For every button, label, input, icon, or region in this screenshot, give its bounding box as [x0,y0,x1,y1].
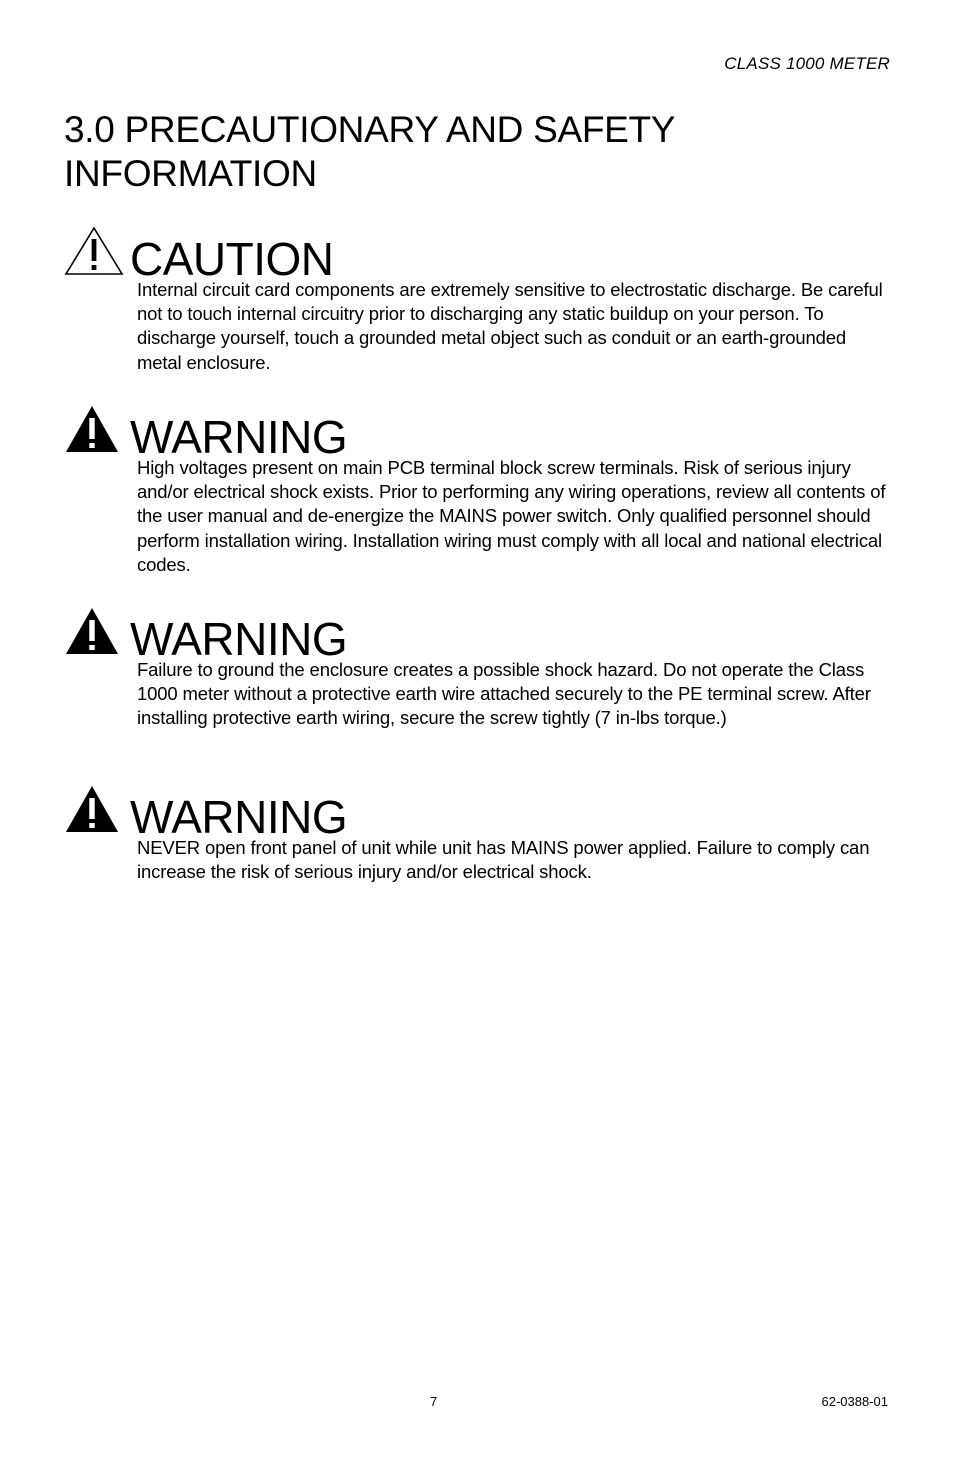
warning-notice [64,406,894,577]
warning-notice [64,608,894,731]
warning-notice [64,786,894,884]
notice-heading [64,608,894,665]
warning-triangle-filled-icon [64,404,124,454]
running-header: CLASS 1000 METER [724,54,890,73]
notice-body: Internal circuit card components are extremely sensitive to electrostatic discharge. Be careful not to touch internal circuitry prior to discharging any static buildup on your person. To discharge yourself, touch a grounded metal object such as conduit or an earth-grounded metal enclosure. [137,279,883,373]
document-number: 62-0388-01 [821,1394,888,1409]
section-title: 3.0 PRECAUTIONARY AND SAFETY INFORMATION [64,109,675,194]
notice-heading [64,406,894,463]
notice-body: NEVER open front panel of unit while unit has MAINS power applied. Failure to comply can increase the risk of serious injury and/or electrical shock. [137,837,870,883]
notice-body: High voltages present on main PCB terminal block screw terminals. Risk of serious injury and/or electrical shock exists. Prior to performing any wiring operations, review all contents of the user manual and de-energize the MAINS power switch. Only qualified personnel should perform installation wiring. Installation wiring must comply with all local and national electrical codes. [137,457,886,575]
caution-notice [64,228,894,375]
notice-title: WARNING [130,411,348,463]
page-number: 7 [430,1394,438,1409]
warning-triangle-filled-icon [64,606,124,656]
caution-triangle-outline-icon [64,226,124,276]
notice-title: WARNING [130,613,348,665]
notice-body: Failure to ground the enclosure creates a possible shock hazard. Do not operate the Class 1000 meter without a protective earth wire attached securely to the PE terminal screw. After installing protective earth wiring, secure the screw tightly (7 in-lbs torque.) [137,659,871,729]
notice-heading [64,786,894,843]
notice-title: WARNING [130,791,348,843]
notice-title: CAUTION [130,233,334,285]
notice-heading [64,228,894,285]
warning-triangle-filled-icon [64,784,124,834]
